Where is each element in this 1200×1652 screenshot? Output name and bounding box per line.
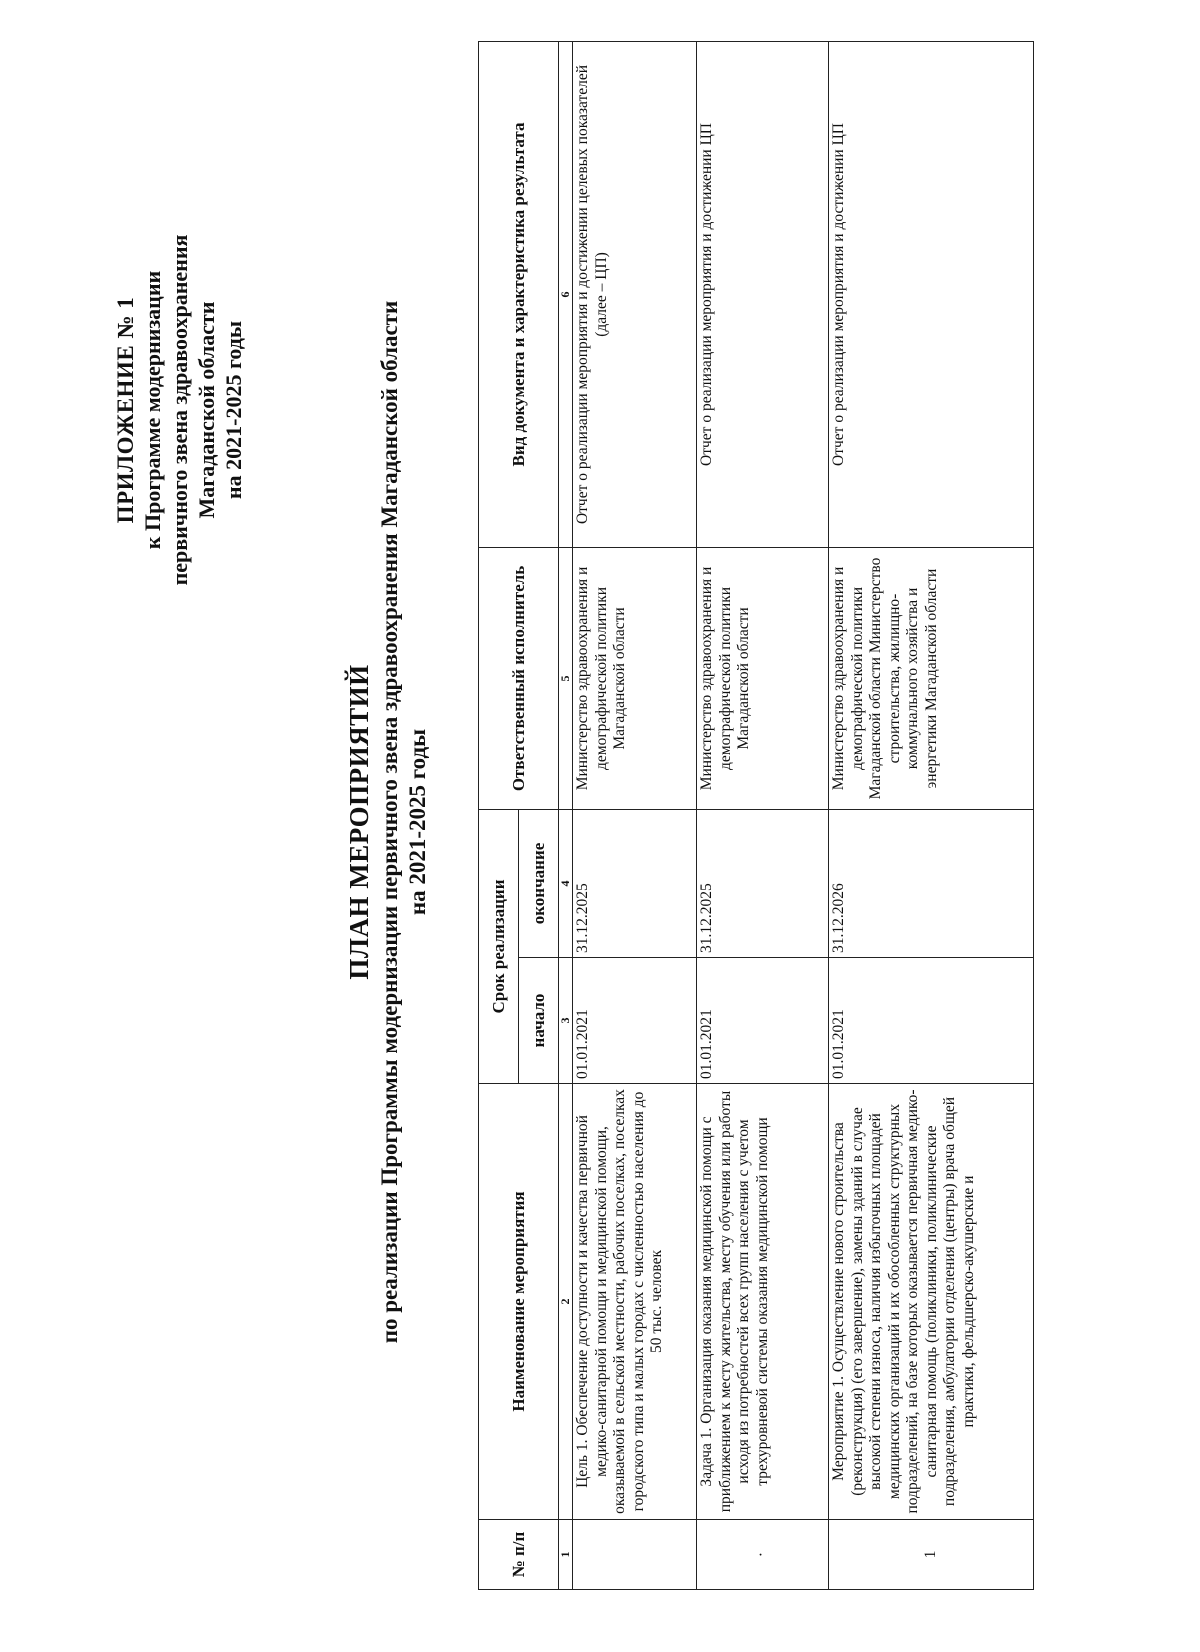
table-row (697, 41, 829, 1589)
header-no: № п/п (479, 1520, 559, 1590)
plan-title: ПЛАН МЕРОПРИЯТИЙ (344, 664, 374, 980)
column-number: 6 (559, 41, 573, 547)
end-date: 31.12.2026 (829, 809, 1034, 957)
appendix-title: ПРИЛОЖЕНИЕ № 1 (113, 296, 138, 524)
row-number: · (697, 1520, 829, 1590)
executor: Министерство здравоохранения и демографической политики Магаданской области (697, 547, 829, 809)
start-date: 01.01.2021 (573, 958, 697, 1084)
start-date: 01.01.2021 (829, 958, 1034, 1084)
appendix-line: к Программе модернизации (140, 270, 165, 550)
appendix-line: на 2021-2025 годы (221, 320, 246, 500)
table-row (573, 41, 697, 1589)
end-date: 31.12.2025 (573, 809, 697, 957)
appendix-line: первичного звена здравоохранения (167, 234, 192, 586)
executor: Министерство здравоохранения и демографической политики Магаданской области (573, 547, 697, 809)
plan-heading (342, 92, 432, 1552)
header-start: начало (519, 958, 559, 1084)
executor: Министерство здравоохранения и демографической политики Магаданской области Министерство строительства, жилищно-коммунального хозяйства и энергетики Магаданской области (829, 547, 1034, 809)
column-number: 1 (559, 1520, 573, 1590)
start-date: 01.01.2021 (697, 958, 829, 1084)
end-date: 31.12.2025 (697, 809, 829, 957)
column-number: 2 (559, 1084, 573, 1520)
result-document: Отчет о реализации мероприятия и достижении ЦП (697, 41, 829, 547)
header-end: окончание (519, 809, 559, 957)
result-document: Отчет о реализации мероприятия и достижении ЦП (829, 41, 1034, 547)
header-period: Срок реализации (479, 809, 519, 1083)
measure-name: Задача 1. Организация оказания медицинской помощи с приближением к месту жительства, месту обучения или работы исходя из потребностей всех групп населения с учетом трехуровневой системы оказания медицинской помощи (697, 1084, 829, 1520)
measure-name: Цель 1. Обеспечение доступности и качества первичной медико-санитарной помощи и медицинской помощи, оказываемой в сельской местности, рабочих поселках, поселках городского типа и малых городах с численностью населения до 50 тыс. человек (573, 1084, 697, 1520)
column-number: 3 (559, 958, 573, 1084)
table-row (829, 41, 1034, 1589)
header-name: Наименование мероприятия (479, 1084, 559, 1520)
measure-name: Мероприятие 1. Осуществление нового строительства (реконструкция) (его завершение), замены зданий в случае высокой степени износа, наличия избыточных площадей медицинских организаций и их обособленных структурных подразделений, на базе которых оказывается первичная медико-санитарная помощь (поликлиники, поликлинические подразделения, амбулатории отделения (центры) врача общей практики, фельдшерско-акушерские и (829, 1084, 1034, 1520)
column-number: 5 (559, 547, 573, 809)
measures-table (478, 41, 1034, 1590)
plan-subtitle: по реализации Программы модернизации первичного звена здравоохранения Магаданской области (377, 300, 402, 1344)
header-executor: Ответственный исполнитель (479, 547, 559, 809)
result-document: Отчет о реализации мероприятия и достижении целевых показателей (далее – ЦП) (573, 41, 697, 547)
row-number: 1 (829, 1520, 1034, 1590)
header-result: Вид документа и характеристика результата (479, 41, 559, 547)
row-number (573, 1520, 697, 1590)
appendix-line: Магаданской области (194, 301, 219, 519)
plan-subtitle-years: на 2021-2025 годы (405, 728, 430, 916)
appendix-header (112, 130, 247, 690)
column-number-row (559, 41, 573, 1589)
column-number: 4 (559, 809, 573, 957)
